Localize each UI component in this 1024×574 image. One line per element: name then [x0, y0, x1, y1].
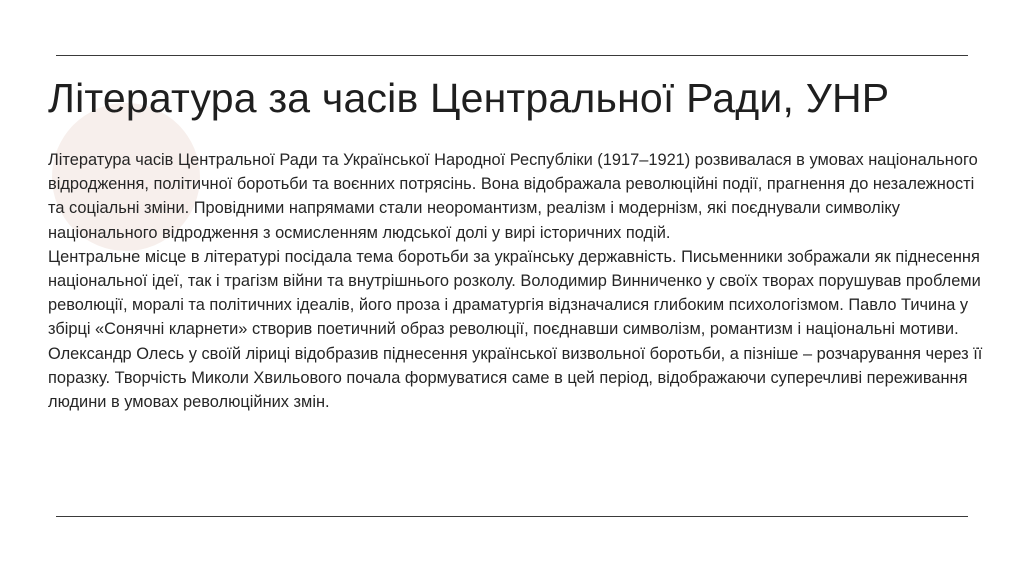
slide-body: [48, 148, 988, 414]
bottom-divider: [56, 516, 968, 517]
body-paragraph-1: Література часів Центральної Ради та Української Народної Республіки (1917–1921) розвивалася в умовах національного відродження, політичної боротьби та воєнних потрясінь. Вона відображала революційні події, прагнення до незалежності та соціальні зміни. Провідними напрямами стали неоромантизм, реалізм і модернізм, які поєднували символіку національного відродження з осмисленням людської долі у вирі історичних подій.: [48, 151, 978, 242]
body-paragraph-2: Центральне місце в літературі посідала тема боротьби за українську державність. Письменники зображали як піднесення національної ідеї, так і трагізм війни та внутрішнього розколу. Володимир Винниченко у своїх творах порушував проблеми революції, моралі та політичних ідеалів, його проза і драматургія відзначалися глибоким психологізмом. Павло Тичина у збірці «Сонячні кларнети» створив поетичний образ революції, поєднавши символізм, романтизм і національні мотиви. Олександр Олесь у своїй ліриці відобразив піднесення української визвольної боротьби, а пізніше – розчарування через її поразку. Творчість Миколи Хвильового почала формуватися саме в цей період, відображаючи суперечливі переживання людини в умовах революційних змін.: [48, 247, 983, 412]
slide-title: Література за часів Центральної Ради, УНР: [48, 75, 890, 121]
top-divider: [56, 55, 968, 56]
